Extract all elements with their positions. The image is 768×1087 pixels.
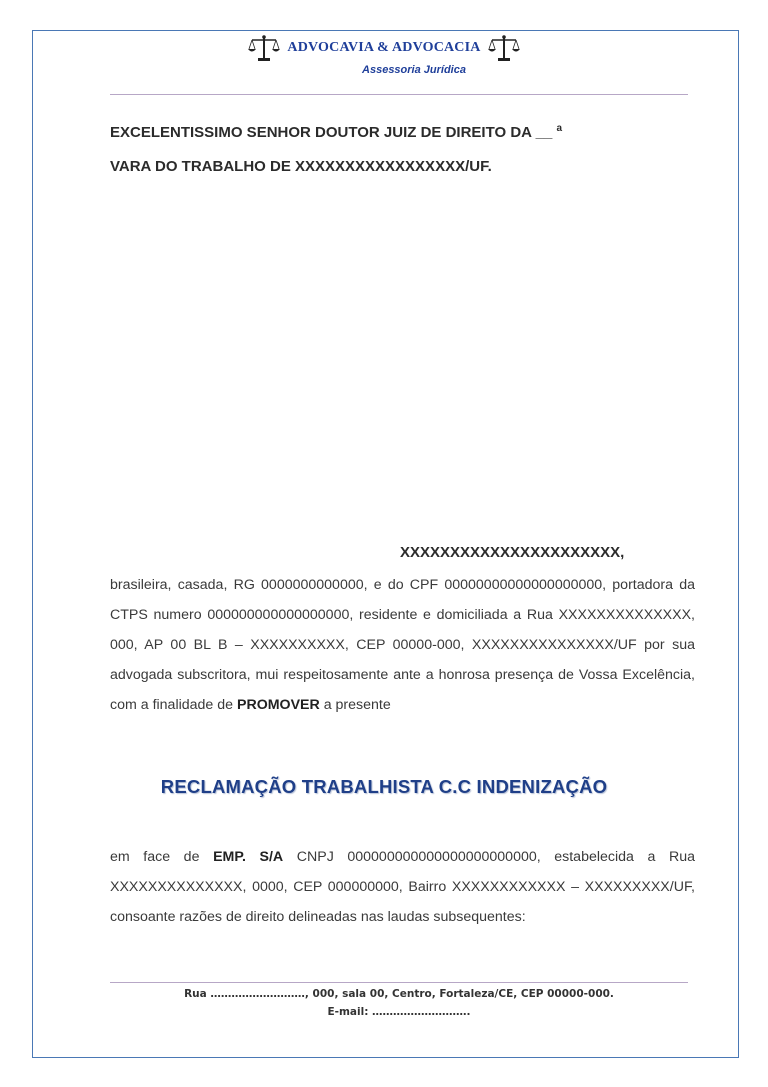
footer-address: Rua ………………………, 000, sala 00, Centro, Fortaleza/CE, CEP 00000-000.	[184, 988, 614, 1000]
firm-subtitle: Assessoria Jurídica	[362, 64, 466, 76]
brand-row	[0, 34, 768, 62]
plaintiff-name: XXXXXXXXXXXXXXXXXXXXXX,	[400, 544, 625, 561]
promover-keyword: PROMOVER	[236, 697, 320, 713]
defendant-paragraph	[110, 842, 695, 932]
addressee-line-1	[110, 112, 688, 150]
firm-name: ADVOCAVIA & ADVOCACIA	[287, 40, 481, 55]
addressee-line-2: VARA DO TRABALHO DE XXXXXXXXXXXXXXXXX/UF.	[110, 158, 492, 175]
addressee-line-1-text: EXCELENTISSIMO SENHOR DOUTOR JUIZ DE DIREITO DA __	[110, 124, 557, 141]
scales-of-justice-icon	[247, 34, 281, 62]
defendant-prefix: em face de	[110, 849, 214, 865]
qualification-paragraph	[110, 570, 695, 720]
header-divider	[110, 94, 688, 95]
qualification-tail: a presente	[319, 697, 391, 713]
action-title: RECLAMAÇÃO TRABALHISTA C.C INDENIZAÇÃO	[160, 776, 608, 797]
defendant-text: CNPJ 000000000000000000000000, estabelecida a Rua XXXXXXXXXXXXXX, 0000, CEP 000000000, Bairro XXXXXXXXXXXX – XXXXXXXXX/UF, consoante razões de direito delineadas nas laudas subsequentes:	[110, 849, 696, 925]
footer-divider	[110, 982, 688, 983]
addressee-block	[110, 112, 688, 184]
footer	[110, 985, 688, 1021]
scales-of-justice-icon	[487, 34, 521, 62]
footer-email: E-mail: ……………………….	[327, 1006, 471, 1018]
letterhead	[0, 34, 768, 76]
ordinal-superscript: a	[556, 123, 563, 134]
defendant-company: EMP. S/A	[213, 849, 284, 865]
qualification-text: brasileira, casada, RG 0000000000000, e do CPF 00000000000000000000, portadora da CTPS numero 000000000000000000, residente e domiciliada a Rua XXXXXXXXXXXXXX, 000, AP 00 BL B – XXXXXXXXXX, CEP 00000-000, XXXXXXXXXXXXXXX/UF por sua advogada subscritora, mui respeitosamente ante a honrosa presença de Vossa Excelência, com a finalidade de	[110, 577, 695, 713]
